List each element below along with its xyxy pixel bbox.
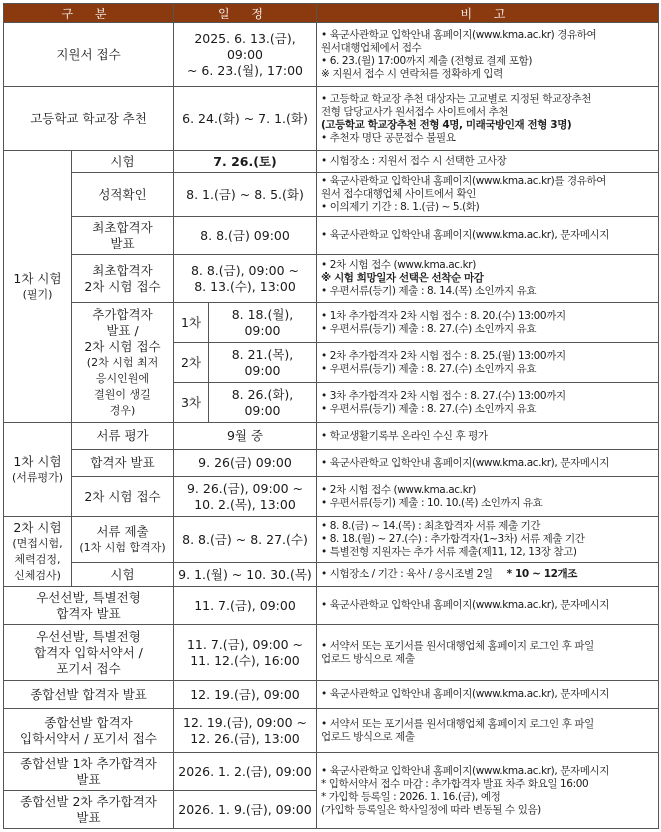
header-remarks: 비 고 [317, 4, 659, 23]
row-label: 우선선발, 특별전형 합격자 입학서약서 / 포기서 접수 [4, 625, 174, 681]
round-label: 1차 [174, 303, 209, 343]
row-label: 종합선발 합격자 입학서약서 / 포기서 접수 [4, 709, 174, 753]
row-date: 9. 26(금) 09:00 [174, 450, 317, 477]
row-date: 9. 26.(금), 09:00 ~ 10. 2.(목), 13:00 [174, 477, 317, 517]
row-label: 서류 제출 (1차 시험 합격자) [72, 517, 174, 563]
row-note: • 육군사관학교 입학안내 홈페이지(www.kma.ac.kr), 문자메시지 * 입학서약서 접수 마감 : 추가합격자 발표 차주 화요일 16:00 * 가입학 등록일 : 2026. 1. 16.(금), 예정 (가입학 등록일은 학사일정에 따라 변동될 수 있음) [317, 753, 659, 829]
header-schedule: 일 정 [174, 4, 317, 23]
row-note: • 2차 시험 접수 (www.kma.ac.kr) • 우편서류(등기) 제출 : 10. 10.(목) 소인까지 유효 [317, 477, 659, 517]
row-note: • 8. 8.(금) ~ 14.(목) : 최초합격자 서류 제출 기간 • 8. 18.(월) ~ 27.(수) : 추가합격자(1~3차) 서류 제출 기간 • 특별전형 지원자는 추가 서류 제출(제11, 12, 13장 참고) [317, 517, 659, 563]
table-row [4, 753, 659, 791]
row-label: 2차 시험 접수 [72, 477, 174, 517]
row-note: • 서약서 또는 포기서를 원서대행업체 홈페이지 로그인 후 파일 업로드 방식으로 제출 [317, 625, 659, 681]
row-note: • 육군사관학교 입학안내 홈페이지(www.kma.ac.kr), 문자메시지 [317, 217, 659, 255]
row-label: 종합선발 2차 추가합격자 발표 [4, 791, 174, 829]
row-note: • 1차 추가합격자 2차 시험 접수 : 8. 20.(수) 13:00까지 • 우편서류(등기) 제출 : 8. 27.(수) 소인까지 유효 [317, 303, 659, 343]
row-note: • 시험장소 / 기간 : 육사 / 응시조별 2일 * 10 ~ 12개조 [317, 563, 659, 587]
row-date: 8. 8.(금) 09:00 [174, 217, 317, 255]
table-row [4, 563, 659, 587]
row-label: 고등학교 학교장 추천 [4, 87, 174, 151]
row-date: 9월 중 [174, 423, 317, 450]
row-date: 8. 8.(금), 09:00 ~ 8. 13.(수), 13:00 [174, 255, 317, 303]
row-date: 12. 19.(금), 09:00 [174, 681, 317, 709]
row-label: 서류 평가 [72, 423, 174, 450]
round-label: 2차 [174, 343, 209, 383]
row-label: 종합선발 합격자 발표 [4, 681, 174, 709]
row-date: 2026. 1. 2.(금), 09:00 [174, 753, 317, 791]
group-count-note: * 10 ~ 12개조 [506, 568, 578, 580]
row-note: • 서약서 또는 포기서를 원서대행업체 홈페이지 로그인 후 파일 업로드 방식으로 제출 [317, 709, 659, 753]
row-label-extra: 추가합격자 발표 / 2차 시험 접수 (2차 시험 최저 응시인원에 결원이 생길 경우) [72, 303, 174, 423]
table-row [4, 255, 659, 303]
table-row [4, 23, 659, 87]
row-date: 8. 21.(목), 09:00 [209, 343, 317, 383]
table-row [4, 173, 659, 217]
table-row [4, 477, 659, 517]
row-label: 종합선발 1차 추가합격자 발표 [4, 753, 174, 791]
row-note: • 육군사관학교 입학안내 홈페이지(www.kma.ac.kr), 문자메시지 [317, 587, 659, 625]
row-note: • 2차 추가합격자 2차 시험 접수 : 8. 25.(월) 13:00까지 • 우편서류(등기) 제출 : 8. 27.(수) 소인까지 유효 [317, 343, 659, 383]
row-date: 6. 24.(화) ~ 7. 1.(화) [174, 87, 317, 151]
table-row [4, 625, 659, 681]
row-note: • 육군사관학교 입학안내 홈페이지(www.kma.ac.kr), 문자메시지 [317, 450, 659, 477]
admission-schedule [3, 3, 659, 829]
row-date: 8. 8.(금) ~ 8. 27.(수) [174, 517, 317, 563]
row-label: 최초합격자 발표 [72, 217, 174, 255]
row-date: 2025. 6. 13.(금), 09:00 ~ 6. 23.(월), 17:00 [174, 23, 317, 87]
header-category: 구 분 [4, 4, 174, 23]
row-note: • 시험장소 : 지원서 접수 시 선택한 고사장 [317, 151, 659, 173]
row-label: 시험 [72, 151, 174, 173]
row-note: • 육군사관학교 입학안내 홈페이지(www.kma.ac.kr) 경유하여 원서대행업체에서 접수 • 6. 23.(월) 17:00까지 제출 (전형료 결제 포함) ※ 지원서 접수 시 연락처를 정확하게 입력 [317, 23, 659, 87]
schedule-table [3, 3, 659, 829]
row-label: 성적확인 [72, 173, 174, 217]
row-date: 9. 1.(월) ~ 10. 30.(목) [174, 563, 317, 587]
row-date: 8. 1.(금) ~ 8. 5.(화) [174, 173, 317, 217]
table-row [4, 87, 659, 151]
row-date: 8. 18.(월), 09:00 [209, 303, 317, 343]
round-label: 3차 [174, 383, 209, 423]
table-row [4, 587, 659, 625]
row-date: 2026. 1. 9.(금), 09:00 [174, 791, 317, 829]
table-row [4, 423, 659, 450]
row-note: • 육군사관학교 입학안내 홈페이지(www.kma.ac.kr)를 경유하여 원서 접수대행업체 사이트에서 확인 • 이의제기 기간 : 8. 1.(금) ~ 5.(화) [317, 173, 659, 217]
row-label: 지원서 접수 [4, 23, 174, 87]
table-row [4, 303, 659, 343]
row-label: 우선선발, 특별전형 합격자 발표 [4, 587, 174, 625]
table-row [4, 681, 659, 709]
row-date: 11. 7.(금), 09:00 ~ 11. 12.(수), 16:00 [174, 625, 317, 681]
row-label: 최초합격자 2차 시험 접수 [72, 255, 174, 303]
group-label-first-docs: 1차 시험 (서류평가) [4, 423, 72, 517]
group-label-first-written: 1차 시험 (필기) [4, 151, 72, 423]
row-label: 시험 [72, 563, 174, 587]
header-row [4, 4, 659, 23]
table-row [4, 517, 659, 563]
row-note: • 학교생활기록부 온라인 수신 후 평가 [317, 423, 659, 450]
table-row [4, 709, 659, 753]
table-row [4, 450, 659, 477]
row-label: 합격자 발표 [72, 450, 174, 477]
group-label-second: 2차 시험 (면접시험, 체력검정, 신체검사) [4, 517, 72, 587]
row-note: • 고등학교 학교장 추천 대상자는 고교별로 지정된 학교장추천 전형 담당교사가 원서접수 사이트에서 추천 (고등학교 학교장추천 전형 4명, 미래국방인재 전형 3명) • 추천자 명단 공문접수 불필요 [317, 87, 659, 151]
table-row [4, 217, 659, 255]
table-row [4, 151, 659, 173]
row-note: • 육군사관학교 입학안내 홈페이지(www.kma.ac.kr), 문자메시지 [317, 681, 659, 709]
row-date: 8. 26.(화), 09:00 [209, 383, 317, 423]
row-date: 11. 7.(금), 09:00 [174, 587, 317, 625]
row-note: • 3차 추가합격자 2차 시험 접수 : 8. 27.(수) 13:00까지 • 우편서류(등기) 제출 : 8. 27.(수) 소인까지 유효 [317, 383, 659, 423]
row-date: 7. 26.(토) [174, 151, 317, 173]
row-note: • 2차 시험 접수 (www.kma.ac.kr) ※ 시험 희망일자 선택은 선착순 마감 • 우편서류(등기) 제출 : 8. 14.(목) 소인까지 유효 [317, 255, 659, 303]
row-date: 12. 19.(금), 09:00 ~ 12. 26.(금), 13:00 [174, 709, 317, 753]
